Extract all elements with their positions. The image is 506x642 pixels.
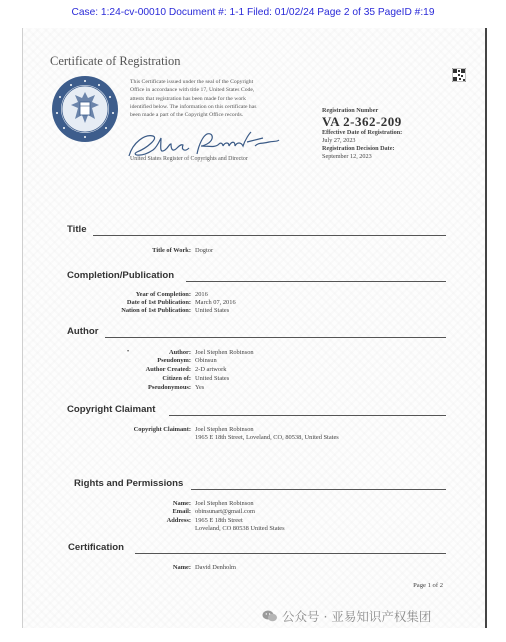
watermark-text: 公众号 · 亚易知识产权集团 — [282, 609, 432, 624]
registration-details — [322, 107, 402, 161]
section-rights-permissions — [23, 478, 485, 492]
page-number: Page 1 of 2 — [413, 582, 443, 589]
registration-number-label: Registration Number — [322, 107, 379, 114]
section-certification — [23, 542, 485, 556]
effective-date-label: Effective Date of Registration: — [322, 129, 403, 136]
register-title: United States Register of Copyrights and Director — [130, 156, 248, 162]
section-heading: Completion/Publication — [67, 270, 175, 281]
section-completion — [23, 270, 485, 284]
author-bullet: • — [127, 349, 130, 355]
section-heading: Copyright Claimant — [67, 404, 156, 415]
copyright-office-seal-icon — [51, 75, 119, 143]
effective-date: July 27, 2023 — [322, 137, 356, 144]
section-heading: Certification — [68, 542, 124, 553]
decision-date: September 12, 2023 — [322, 153, 372, 160]
decision-date-label: Registration Decision Date: — [322, 145, 395, 152]
section-heading: Rights and Permissions — [74, 478, 184, 489]
wechat-icon — [262, 609, 278, 623]
case-header: Case: 1:24-cv-00010 Document #: 1-1 Filed: 01/02/24 Page 2 of 35 PageID #:19 — [71, 7, 435, 18]
qr-code-icon — [452, 68, 466, 82]
section-copyright-claimant — [23, 404, 485, 418]
section-author — [23, 326, 485, 340]
section-title — [23, 224, 485, 238]
section-heading: Author — [67, 326, 99, 337]
certificate-page: Certificate of Registration This Certificate issued under the seal of the Copyright Office in accordance with title 17, United States Code, attests that registration has been made for the work identified below. The information on this certificate has been made a part of the Copyright Office records. United States Register of Copyrights and Director Registration Number VA 2-362-209 Effective Date of Registration: July 27, 2023 Registration Decision Date: September 12, 2023 Title Title of Work: Dogtor Completion/Publication Year of Completion: 2016 Date of 1st Publication: March 07, 2016 Nation of 1st Publication: United States Author • Author: Joel Stephen Robinson Pseudonym: Obinsun Author Created: 2-D artwork Citizen of: United States Pseudonymous: Yes Copyright Claimant Copyright Claimant: Joel Stephen Robinson 1965 E 18th Street, Loveland, CO, 80538, United States Rights and Permissions Name: Joel Stephen Robinson Email: obinsunart@gmail.com Address: 1965 E 18th Street Loveland, CO 80538 United States Certification Name: David Denholm Page 1 of 2 — [22, 28, 487, 628]
wechat-watermark — [262, 607, 431, 625]
section-heading: Title — [67, 224, 87, 235]
certificate-title: Certificate of Registration — [50, 54, 181, 68]
registration-number: VA 2-362-209 — [322, 114, 402, 129]
certificate-statement: This Certificate issued under the seal of the Copyright Office in accordance with title 17, United States Code, attests that registration has been made for the work identified below. The information on this certificate has been made a part of the Copyright Office records. — [130, 79, 257, 119]
